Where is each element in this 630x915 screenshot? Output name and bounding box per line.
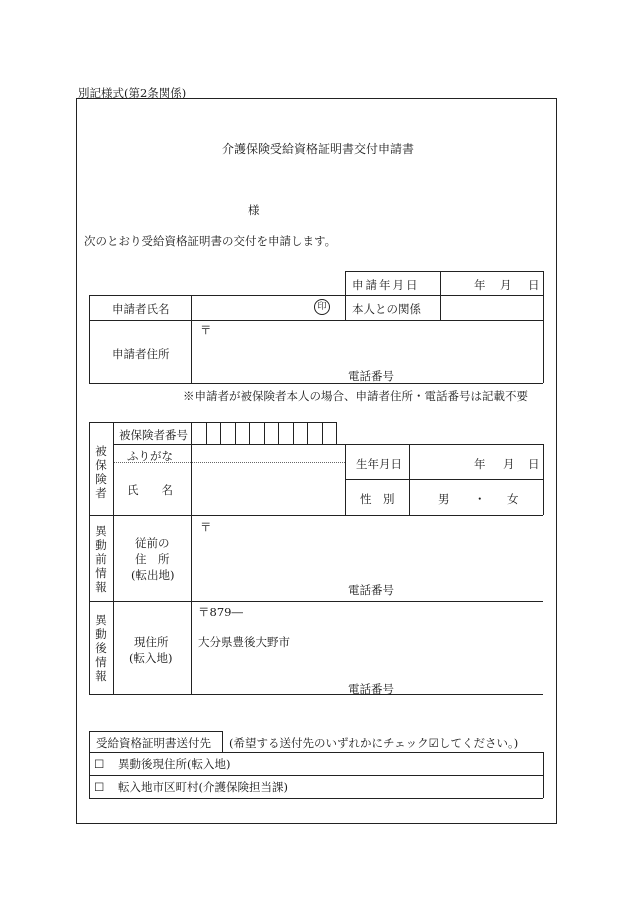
furigana-field[interactable] (192, 445, 344, 461)
application-date-label: 申請年月日 (352, 278, 420, 292)
before-address-label-2: 住 所 (135, 552, 170, 566)
checkbox-icon[interactable]: ☐ (94, 757, 105, 771)
before-phone-label: 電話番号 (348, 583, 394, 597)
application-date-field[interactable] (441, 272, 542, 294)
delivery-option-label: 異動後現住所(転入地) (117, 757, 231, 771)
delivery-option-label: 転入地市区町村(介護保険担当課) (117, 780, 288, 794)
birth-date-field[interactable] (410, 445, 542, 478)
after-postal-code: 〒879― (198, 605, 243, 619)
sex-separator: ・ (474, 492, 486, 506)
applicant-note: ※申請者が被保険者本人の場合、申請者住所・電話番号は記載不要 (183, 389, 528, 403)
applicant-address-label: 申請者住所 (112, 347, 170, 361)
insured-group-label: 被保険者 (95, 444, 107, 500)
intro-text: 次のとおり受給資格証明書の交付を申請します。 (84, 234, 337, 248)
applicant-postal-mark: 〒 (200, 323, 212, 337)
after-address-label-2: (転入地) (129, 651, 173, 665)
application-date-year: 年 (474, 278, 486, 292)
delivery-option-municipality[interactable] (94, 779, 534, 796)
delivery-label: 受給資格証明書送付先 (96, 736, 211, 750)
applicant-name-label: 申請者氏名 (112, 302, 170, 316)
furigana-label: ふりがな (127, 449, 173, 463)
after-address-label-1: 現住所 (134, 635, 169, 649)
insured-number-label: 被保険者番号 (119, 428, 188, 442)
delivery-option-new-address[interactable] (94, 756, 534, 773)
insured-number-field[interactable] (192, 423, 336, 443)
applicant-phone-label: 電話番号 (348, 369, 394, 383)
delivery-instruction: (希望する送付先のいずれかにチェック☑してください。) (229, 736, 519, 750)
application-date-month: 月 (500, 278, 512, 292)
before-address-label-3: (転出地) (131, 568, 175, 582)
seal-mark: 印 (314, 299, 330, 315)
addressee-suffix: 様 (248, 203, 260, 217)
before-address-label-1: 従前の (135, 536, 170, 550)
after-move-group-label: 異動後情報 (95, 613, 107, 683)
insured-name-field[interactable] (192, 463, 344, 514)
birth-day: 日 (528, 457, 540, 471)
birth-month: 月 (503, 457, 515, 471)
birth-date-label: 生年月日 (356, 457, 402, 471)
sex-male-option[interactable]: 男 (438, 492, 450, 506)
after-address-text: 大分県豊後大野市 (198, 635, 290, 649)
form-reference: 別記様式(第2条関係) (78, 86, 187, 100)
page-title: 介護保険受給資格証明書交付申請書 (222, 142, 415, 156)
relation-field[interactable] (441, 296, 542, 319)
birth-year: 年 (474, 457, 486, 471)
application-date-day: 日 (528, 278, 540, 292)
after-phone-label: 電話番号 (348, 682, 394, 696)
after-address-field[interactable] (192, 602, 542, 693)
checkbox-icon[interactable]: ☐ (94, 780, 105, 794)
sex-label: 性 別 (360, 492, 395, 506)
relation-label: 本人との関係 (352, 302, 421, 316)
insured-name-label: 氏 名 (127, 483, 173, 497)
before-postal-mark: 〒 (200, 520, 212, 534)
sex-female-option[interactable]: 女 (507, 492, 519, 506)
before-move-group-label: 異動前情報 (95, 524, 107, 594)
